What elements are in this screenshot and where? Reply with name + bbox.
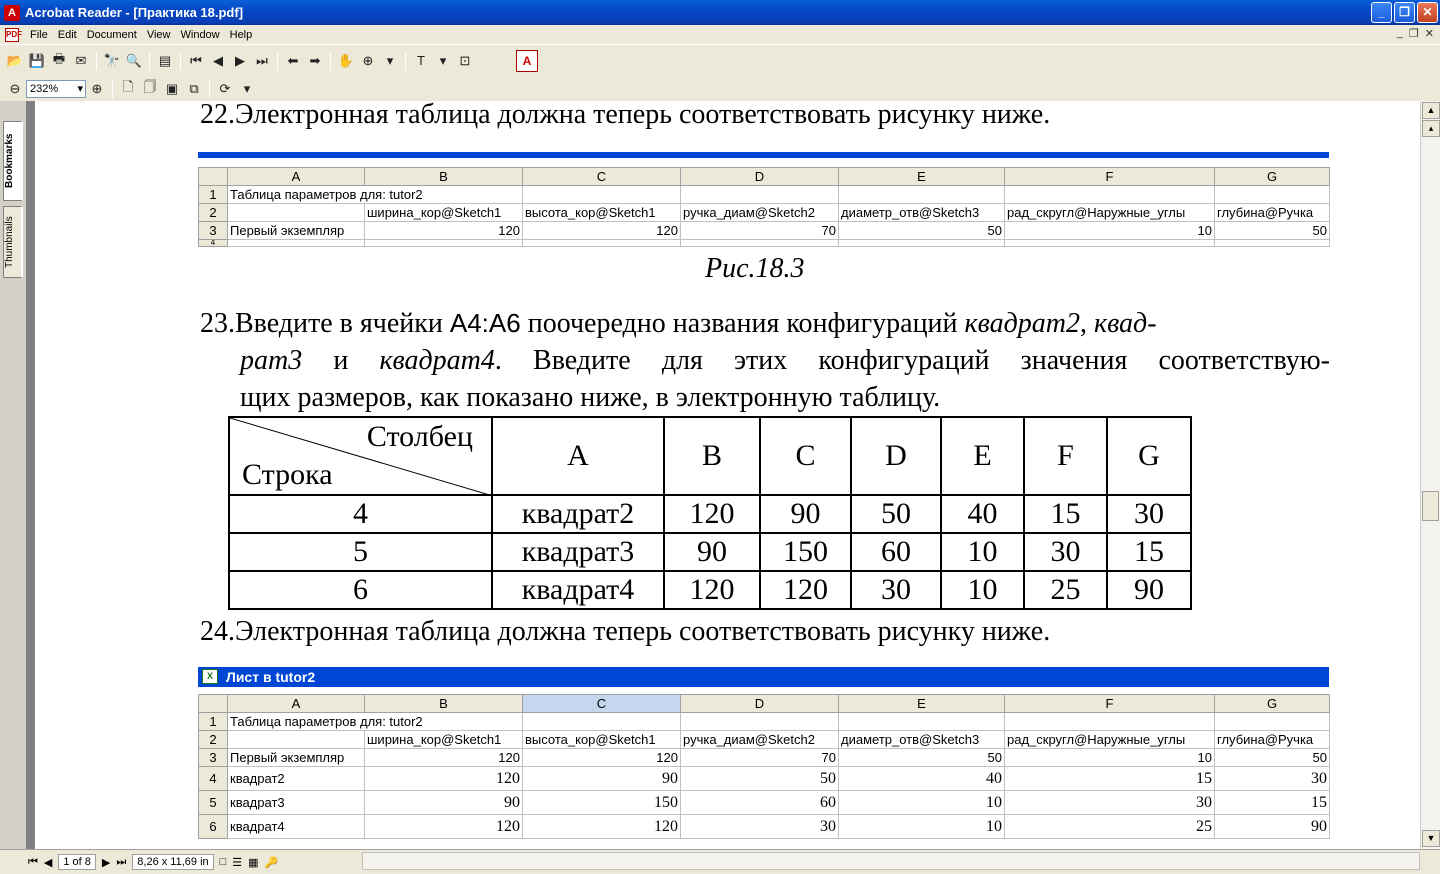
menu-view[interactable]: View [146, 28, 171, 41]
print-icon[interactable]: 🖶 [52, 50, 66, 66]
vertical-scrollbar[interactable] [1420, 101, 1440, 849]
window-title: Acrobat Reader - [Практика 18.pdf] [25, 5, 244, 20]
cell: 15 [1215, 791, 1330, 815]
cell: квадрат4 [492, 571, 664, 609]
cell: 10 [1005, 749, 1215, 767]
col-header: E [839, 695, 1005, 713]
table-row [199, 240, 1330, 247]
cell: 90 [365, 791, 523, 815]
cell: 30 [851, 571, 941, 609]
cell: ручка_диам@Sketch2 [681, 731, 839, 749]
tab-bookmarks[interactable]: Bookmarks [3, 121, 23, 201]
cell: 50 [839, 222, 1005, 240]
panel-divider[interactable] [27, 101, 35, 849]
key-icon: 🔑 [264, 856, 279, 869]
single-page-icon[interactable]: □ [219, 856, 227, 868]
prev-page-icon[interactable]: ◀ [213, 52, 223, 68]
row-header: 5 [199, 791, 228, 815]
col-header: B [365, 168, 523, 186]
col-header: D [851, 417, 941, 495]
spreadsheet-figure-1 [198, 167, 1330, 247]
figure-caption: Рис.18.3 [705, 253, 805, 284]
cell: 15 [1005, 767, 1215, 791]
cell: 30 [1107, 495, 1191, 533]
cell: 30 [1215, 767, 1330, 791]
cell: 60 [851, 533, 941, 571]
cell [1005, 713, 1215, 731]
menu-document[interactable]: Document [86, 28, 137, 41]
zoom-out-icon[interactable]: ⊖ [9, 80, 21, 96]
cell: высота_кор@Sketch1 [523, 204, 681, 222]
cell: 50 [839, 749, 1005, 767]
row-header: 1 [199, 713, 228, 731]
page-indicator[interactable]: 1 of 8 [58, 854, 96, 870]
text-select-icon[interactable]: T [417, 53, 425, 68]
cell: Таблица параметров для: tutor2 [228, 186, 523, 204]
save-icon[interactable]: 💾 [28, 52, 46, 68]
row-header: 4 [199, 767, 228, 791]
col-header: G [1215, 695, 1330, 713]
zoom-value: 232% [30, 82, 59, 95]
fit-width-icon[interactable]: ▣ [165, 80, 179, 96]
restore-button[interactable]: ❐ [1394, 2, 1415, 23]
paragraph-22: 22.Электронная таблица должна теперь соответствовать рисунку ниже. [200, 101, 1051, 130]
cell: 90 [1107, 571, 1191, 609]
doc-close-button[interactable]: ✕ [1424, 28, 1434, 40]
row-header: 6 [199, 815, 228, 839]
table-row [199, 767, 1330, 791]
cell [1215, 186, 1330, 204]
continuous-icon[interactable]: ☰ [232, 856, 243, 869]
corner-bottom-label: Строка [242, 458, 333, 491]
cell: 90 [523, 767, 681, 791]
cell: 90 [664, 533, 760, 571]
prev-page-icon[interactable]: ◀ [43, 856, 53, 869]
page-size: 8,26 x 11,69 in [132, 854, 213, 870]
table-row [229, 495, 1191, 533]
p23-italic: квадрат2 [964, 308, 1080, 339]
xl2-title-bar [198, 667, 1329, 687]
cell [523, 186, 681, 204]
cell: 120 [365, 222, 523, 240]
cell: квадрат4 [228, 815, 365, 839]
cell: 120 [365, 749, 523, 767]
cell: 60 [681, 791, 839, 815]
table-row [199, 731, 1330, 749]
cell: ширина_кор@Sketch1 [365, 731, 523, 749]
cell: 40 [941, 495, 1024, 533]
facing-icon[interactable]: ▦ [248, 856, 259, 869]
snapshot-icon[interactable]: ⊡ [459, 52, 471, 68]
cell [523, 713, 681, 731]
table-row [199, 204, 1330, 222]
cell: 30 [1024, 533, 1107, 571]
cell: 50 [1215, 749, 1330, 767]
cell: 10 [941, 533, 1024, 571]
cell [681, 713, 839, 731]
cell [839, 186, 1005, 204]
col-header: G [1107, 417, 1191, 495]
cell: 120 [664, 495, 760, 533]
cell: 10 [839, 815, 1005, 839]
row-number: 6 [229, 571, 492, 609]
cell: 50 [1215, 222, 1330, 240]
paragraph-24: 24.Электронная таблица должна теперь соответствовать рисунку ниже. [200, 616, 1051, 647]
zoom-field[interactable] [26, 80, 86, 98]
cell: 120 [523, 815, 681, 839]
doc-minimize-button[interactable]: _ [1396, 27, 1403, 39]
cell: ширина_кор@Sketch1 [365, 204, 523, 222]
scroll-thumb[interactable] [1422, 491, 1439, 521]
p23-text: поочередно названия конфигураций [520, 308, 965, 339]
row-header: 3 [199, 749, 228, 767]
corner-cell [199, 168, 228, 186]
cell: 10 [1005, 222, 1215, 240]
cell: 120 [523, 222, 681, 240]
cell: 25 [1024, 571, 1107, 609]
xl1-title-strip [198, 152, 1329, 158]
col-header: B [664, 417, 760, 495]
document-icon[interactable]: PDF [5, 28, 19, 42]
cell: 70 [681, 222, 839, 240]
go-back-icon[interactable]: ⬅ [287, 52, 299, 68]
rotate-icon[interactable]: ⟳ [219, 80, 231, 96]
acrobat-icon: A [4, 5, 20, 21]
find-icon[interactable]: 🔭 [103, 52, 121, 68]
col-header: E [839, 168, 1005, 186]
scroll-down-icon[interactable]: ▼ [1422, 830, 1440, 847]
zoom-in-icon[interactable]: ⊕ [91, 80, 103, 96]
p23-italic: квад- [1093, 308, 1157, 339]
cell: 90 [760, 495, 851, 533]
row-header: 3 [199, 222, 228, 240]
menu-window[interactable]: Window [180, 28, 220, 41]
cell: 150 [523, 791, 681, 815]
row-header: 1 [199, 186, 228, 204]
spreadsheet-figure-2 [198, 694, 1330, 839]
first-page-icon[interactable]: ⏮ [28, 855, 38, 868]
corner-header-cell [229, 417, 492, 495]
cell: Первый экземпляр [228, 222, 365, 240]
dropdown-arrow-icon[interactable]: ▾ [243, 80, 251, 96]
cell: 25 [1005, 815, 1215, 839]
last-page-icon[interactable]: ⏭ [256, 52, 268, 68]
menu-edit[interactable]: Edit [57, 28, 77, 41]
cell [839, 713, 1005, 731]
cell [1215, 713, 1330, 731]
col-header-selected: C [523, 695, 681, 713]
table-row [199, 186, 1330, 204]
cell: квадрат2 [492, 495, 664, 533]
paragraph-23 [200, 305, 1330, 342]
first-page-icon[interactable]: ⏮ [190, 52, 202, 68]
col-header: D [681, 695, 839, 713]
cell: 120 [523, 749, 681, 767]
p23-text: и [302, 345, 380, 376]
cell: диаметр_отв@Sketch3 [839, 731, 1005, 749]
cell: 15 [1024, 495, 1107, 533]
p23-text: 23.Введите в ячейки [200, 308, 450, 339]
table-row [199, 815, 1330, 839]
cell: 90 [1215, 815, 1330, 839]
table-row [199, 713, 1330, 731]
cell [681, 186, 839, 204]
cell: 120 [664, 571, 760, 609]
close-button[interactable]: ✕ [1417, 2, 1438, 23]
search-icon[interactable]: 🔍 [125, 52, 143, 68]
col-header: B [365, 695, 523, 713]
cell: 120 [760, 571, 851, 609]
title-bar [0, 0, 1440, 25]
zoom-toolbar [0, 76, 1440, 101]
row-header: 2 [199, 731, 228, 749]
cell: высота_кор@Sketch1 [523, 731, 681, 749]
p23-text: . Введите для этих конфигураций значения соответствую- [494, 345, 1331, 376]
next-page-icon[interactable]: ▶ [235, 52, 245, 68]
corner-top-label: Столбец [366, 420, 473, 453]
cell: 40 [839, 767, 1005, 791]
col-header: A [492, 417, 664, 495]
cell: глубина@Ручка [1215, 204, 1330, 222]
cell: квадрат3 [492, 533, 664, 571]
main-toolbar [0, 44, 1440, 76]
cell: квадрат3 [228, 791, 365, 815]
cell [228, 731, 365, 749]
next-page-icon[interactable]: ▶ [101, 856, 111, 869]
fit-page-icon[interactable]: 🗍 [143, 78, 157, 94]
navigation-panel [0, 101, 27, 849]
cell: 70 [681, 749, 839, 767]
col-header: F [1005, 695, 1215, 713]
xl2-title: Лист в tutor2 [226, 669, 316, 685]
col-header: A [228, 168, 365, 186]
cell: ручка_диам@Sketch2 [681, 204, 839, 222]
p23-italic: квадрат4 [379, 345, 495, 376]
paragraph-23-line2 [240, 342, 1330, 379]
dropdown-arrow-icon[interactable]: ▾ [439, 52, 447, 68]
corner-cell [199, 695, 228, 713]
cell: 150 [760, 533, 851, 571]
col-header: F [1024, 417, 1107, 495]
col-header: A [228, 695, 365, 713]
go-forward-icon[interactable]: ➡ [309, 52, 321, 68]
menu-bar [0, 25, 1440, 44]
cell: 30 [1005, 791, 1215, 815]
cell: диаметр_отв@Sketch3 [839, 204, 1005, 222]
scroll-up-icon[interactable]: ▲ [1422, 102, 1440, 119]
cell: 10 [941, 571, 1024, 609]
tab-thumbnails[interactable]: Thumbnails [3, 206, 23, 278]
col-header: F [1005, 168, 1215, 186]
document-view[interactable] [35, 101, 1420, 849]
last-page-icon[interactable]: ⏭ [116, 855, 127, 868]
row-number: 5 [229, 533, 492, 571]
p23-text: , [1079, 308, 1094, 339]
show-hide-nav-icon[interactable]: ▤ [158, 52, 172, 68]
cell: глубина@Ручка [1215, 731, 1330, 749]
dropdown-arrow-icon[interactable]: ▾ [386, 52, 394, 68]
col-header: E [941, 417, 1024, 495]
p23-italic: рат3 [240, 345, 303, 376]
zoom-tool-icon[interactable]: ⊕ [362, 52, 374, 68]
cell: рад_скругл@Наружные_углы [1005, 731, 1215, 749]
table-row [199, 749, 1330, 767]
values-table [228, 416, 1192, 610]
cell: 10 [839, 791, 1005, 815]
cell: 15 [1107, 533, 1191, 571]
cell [228, 204, 365, 222]
horizontal-scrollbar[interactable] [362, 852, 1420, 870]
adobe-logo-icon[interactable]: A [516, 50, 538, 72]
hand-tool-icon[interactable]: ✋ [337, 52, 355, 68]
fit-visible-icon[interactable]: ⧉ [189, 80, 199, 96]
minimize-button[interactable]: _ [1371, 2, 1392, 23]
cell: 50 [681, 767, 839, 791]
cell: Таблица параметров для: tutor2 [228, 713, 523, 731]
cell: 50 [851, 495, 941, 533]
row-number: 4 [229, 495, 492, 533]
email-icon[interactable]: ✉ [75, 52, 87, 68]
chevron-down-icon[interactable]: ▾ [77, 82, 83, 95]
actual-size-icon[interactable]: 🗋 [122, 78, 134, 94]
doc-restore-button[interactable]: ❐ [1408, 28, 1419, 40]
paragraph-23-line3: щих размеров, как показано ниже, в электронную таблицу. [240, 382, 941, 413]
cell: 120 [365, 815, 523, 839]
p23-cells: А4:А6 [449, 308, 521, 338]
table-row [199, 791, 1330, 815]
cell [1005, 186, 1215, 204]
col-header: D [681, 168, 839, 186]
excel-icon: X [202, 669, 218, 684]
col-header: C [523, 168, 681, 186]
cell: 120 [365, 767, 523, 791]
cell: квадрат2 [228, 767, 365, 791]
cell: 30 [681, 815, 839, 839]
table-row [229, 533, 1191, 571]
scroll-up-fast-icon[interactable]: ▴ [1422, 120, 1440, 137]
cell: рад_скругл@Наружные_углы [1005, 204, 1215, 222]
col-header: G [1215, 168, 1330, 186]
cell: Первый экземпляр [228, 749, 365, 767]
menu-help[interactable]: Help [229, 28, 253, 41]
menu-file[interactable]: File [30, 28, 48, 41]
row-header: 2 [199, 204, 228, 222]
open-icon[interactable]: 📂 [6, 52, 24, 68]
table-row [229, 571, 1191, 609]
table-row [199, 222, 1330, 240]
col-header: C [760, 417, 851, 495]
row-header: 4 [199, 240, 228, 247]
